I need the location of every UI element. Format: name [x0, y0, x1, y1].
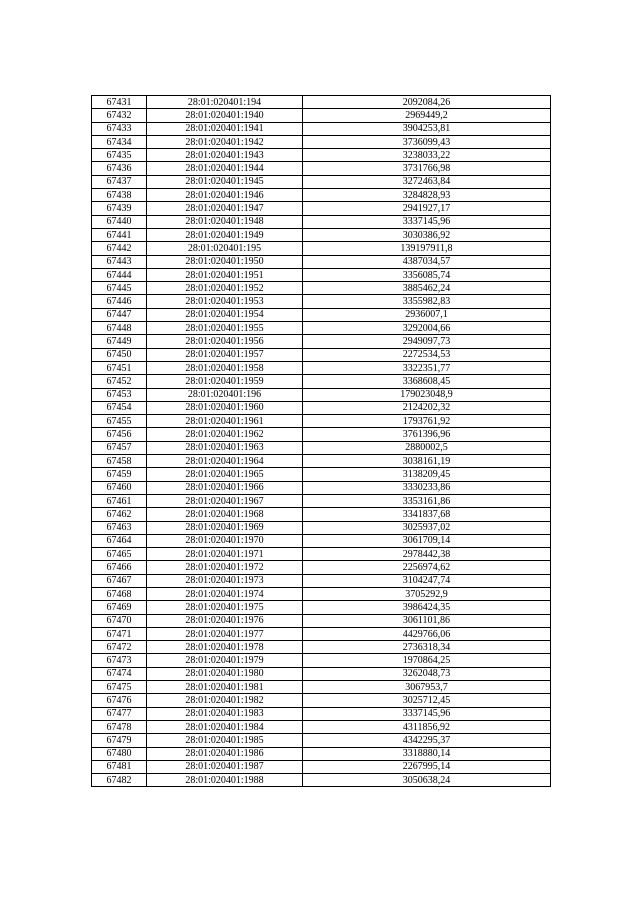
table-row [92, 694, 551, 707]
data-table [91, 95, 551, 787]
value-cell: 3337145,96 [303, 707, 551, 720]
row-number-cell: 67436 [92, 162, 147, 175]
table-row [92, 534, 551, 547]
value-cell: 3030386,92 [303, 228, 551, 241]
table-row [92, 561, 551, 574]
cadastral-number-cell: 28:01:020401:1942 [147, 135, 303, 148]
table-row [92, 308, 551, 321]
row-number-cell: 67461 [92, 494, 147, 507]
row-number-cell: 67435 [92, 149, 147, 162]
cadastral-number-cell: 28:01:020401:194 [147, 96, 303, 109]
table-row [92, 215, 551, 228]
value-cell: 2941927,17 [303, 202, 551, 215]
value-cell: 2092084,26 [303, 96, 551, 109]
row-number-cell: 67432 [92, 109, 147, 122]
cadastral-number-cell: 28:01:020401:1945 [147, 175, 303, 188]
cadastral-number-cell: 28:01:020401:1949 [147, 228, 303, 241]
row-number-cell: 67464 [92, 534, 147, 547]
row-number-cell: 67470 [92, 614, 147, 627]
row-number-cell: 67455 [92, 415, 147, 428]
cadastral-number-cell: 28:01:020401:1951 [147, 268, 303, 281]
row-number-cell: 67451 [92, 361, 147, 374]
cadastral-number-cell: 28:01:020401:1960 [147, 401, 303, 414]
table-row [92, 96, 551, 109]
row-number-cell: 67474 [92, 667, 147, 680]
value-cell: 3353161,86 [303, 494, 551, 507]
value-cell: 3705292,9 [303, 587, 551, 600]
table-row [92, 322, 551, 335]
row-number-cell: 67445 [92, 282, 147, 295]
table-row [92, 282, 551, 295]
row-number-cell: 67443 [92, 255, 147, 268]
value-cell: 3337145,96 [303, 215, 551, 228]
value-cell: 3318880,14 [303, 747, 551, 760]
table-row [92, 641, 551, 654]
cadastral-number-cell: 28:01:020401:1968 [147, 508, 303, 521]
table-body [92, 96, 551, 787]
value-cell: 2880002,5 [303, 441, 551, 454]
table-row [92, 508, 551, 521]
cadastral-number-cell: 28:01:020401:1959 [147, 375, 303, 388]
value-cell: 3284828,93 [303, 189, 551, 202]
cadastral-number-cell: 28:01:020401:1977 [147, 627, 303, 640]
cadastral-number-cell: 28:01:020401:1953 [147, 295, 303, 308]
cadastral-number-cell: 28:01:020401:1974 [147, 587, 303, 600]
cadastral-number-cell: 28:01:020401:1979 [147, 654, 303, 667]
value-cell: 4342295,37 [303, 734, 551, 747]
table-row [92, 175, 551, 188]
row-number-cell: 67466 [92, 561, 147, 574]
value-cell: 3330233,86 [303, 481, 551, 494]
cadastral-number-cell: 28:01:020401:1943 [147, 149, 303, 162]
table-row [92, 455, 551, 468]
value-cell: 3067953,7 [303, 681, 551, 694]
row-number-cell: 67442 [92, 242, 147, 255]
row-number-cell: 67481 [92, 760, 147, 773]
cadastral-number-cell: 28:01:020401:1975 [147, 601, 303, 614]
value-cell: 4311856,92 [303, 720, 551, 733]
value-cell: 3885462,24 [303, 282, 551, 295]
table-row [92, 268, 551, 281]
value-cell: 2969449,2 [303, 109, 551, 122]
cadastral-number-cell: 28:01:020401:1961 [147, 415, 303, 428]
row-number-cell: 67463 [92, 521, 147, 534]
row-number-cell: 67452 [92, 375, 147, 388]
value-cell: 3986424,35 [303, 601, 551, 614]
table-row [92, 401, 551, 414]
cadastral-number-cell: 28:01:020401:1950 [147, 255, 303, 268]
table-row [92, 415, 551, 428]
table-row [92, 667, 551, 680]
table-row [92, 149, 551, 162]
row-number-cell: 67438 [92, 189, 147, 202]
value-cell: 4429766,06 [303, 627, 551, 640]
cadastral-number-cell: 28:01:020401:1981 [147, 681, 303, 694]
cadastral-number-cell: 28:01:020401:1946 [147, 189, 303, 202]
table-row [92, 494, 551, 507]
row-number-cell: 67460 [92, 481, 147, 494]
cadastral-number-cell: 28:01:020401:1988 [147, 774, 303, 787]
cadastral-number-cell: 28:01:020401:1986 [147, 747, 303, 760]
table-row [92, 361, 551, 374]
row-number-cell: 67449 [92, 335, 147, 348]
table-row [92, 162, 551, 175]
value-cell: 3025712,45 [303, 694, 551, 707]
row-number-cell: 67439 [92, 202, 147, 215]
value-cell: 2736318,34 [303, 641, 551, 654]
table-row [92, 242, 551, 255]
value-cell: 2272534,53 [303, 348, 551, 361]
cadastral-number-cell: 28:01:020401:1955 [147, 322, 303, 335]
value-cell: 3356085,74 [303, 268, 551, 281]
table-row [92, 228, 551, 241]
table-row [92, 335, 551, 348]
value-cell: 3904253,81 [303, 122, 551, 135]
row-number-cell: 67473 [92, 654, 147, 667]
value-cell: 3104247,74 [303, 574, 551, 587]
row-number-cell: 67441 [92, 228, 147, 241]
table-row [92, 548, 551, 561]
cadastral-number-cell: 28:01:020401:1962 [147, 428, 303, 441]
table-row [92, 122, 551, 135]
row-number-cell: 67467 [92, 574, 147, 587]
cadastral-number-cell: 28:01:020401:1984 [147, 720, 303, 733]
cadastral-number-cell: 28:01:020401:1941 [147, 122, 303, 135]
cadastral-number-cell: 28:01:020401:1987 [147, 760, 303, 773]
row-number-cell: 67471 [92, 627, 147, 640]
table-row [92, 574, 551, 587]
row-number-cell: 67478 [92, 720, 147, 733]
value-cell: 2978442,38 [303, 548, 551, 561]
table-row [92, 255, 551, 268]
table-row [92, 481, 551, 494]
value-cell: 3025937,02 [303, 521, 551, 534]
table-row [92, 707, 551, 720]
cadastral-number-cell: 28:01:020401:1973 [147, 574, 303, 587]
value-cell: 3731766,98 [303, 162, 551, 175]
table-row [92, 627, 551, 640]
row-number-cell: 67482 [92, 774, 147, 787]
cadastral-number-cell: 28:01:020401:1969 [147, 521, 303, 534]
cadastral-number-cell: 28:01:020401:1944 [147, 162, 303, 175]
row-number-cell: 67456 [92, 428, 147, 441]
row-number-cell: 67457 [92, 441, 147, 454]
table-row [92, 720, 551, 733]
cadastral-number-cell: 28:01:020401:1964 [147, 455, 303, 468]
row-number-cell: 67448 [92, 322, 147, 335]
row-number-cell: 67447 [92, 308, 147, 321]
cadastral-number-cell: 28:01:020401:1948 [147, 215, 303, 228]
value-cell: 3061709,14 [303, 534, 551, 547]
row-number-cell: 67459 [92, 468, 147, 481]
cadastral-number-cell: 28:01:020401:1980 [147, 667, 303, 680]
cadastral-number-cell: 28:01:020401:1966 [147, 481, 303, 494]
table-row [92, 135, 551, 148]
cadastral-number-cell: 28:01:020401:1976 [147, 614, 303, 627]
row-number-cell: 67446 [92, 295, 147, 308]
row-number-cell: 67480 [92, 747, 147, 760]
row-number-cell: 67475 [92, 681, 147, 694]
cadastral-number-cell: 28:01:020401:1978 [147, 641, 303, 654]
row-number-cell: 67434 [92, 135, 147, 148]
table-row [92, 774, 551, 787]
cadastral-number-cell: 28:01:020401:1947 [147, 202, 303, 215]
table-row [92, 428, 551, 441]
value-cell: 3341837,68 [303, 508, 551, 521]
table-row [92, 295, 551, 308]
table-row [92, 681, 551, 694]
cadastral-number-cell: 28:01:020401:1958 [147, 361, 303, 374]
cadastral-number-cell: 28:01:020401:1985 [147, 734, 303, 747]
row-number-cell: 67454 [92, 401, 147, 414]
table-row [92, 441, 551, 454]
cadastral-number-cell: 28:01:020401:1972 [147, 561, 303, 574]
cadastral-number-cell: 28:01:020401:1982 [147, 694, 303, 707]
row-number-cell: 67472 [92, 641, 147, 654]
row-number-cell: 67437 [92, 175, 147, 188]
cadastral-number-cell: 28:01:020401:1963 [147, 441, 303, 454]
table-row [92, 109, 551, 122]
cadastral-number-cell: 28:01:020401:1957 [147, 348, 303, 361]
row-number-cell: 67440 [92, 215, 147, 228]
value-cell: 2124202,32 [303, 401, 551, 414]
value-cell: 4387034,57 [303, 255, 551, 268]
value-cell: 3368608,45 [303, 375, 551, 388]
table-row [92, 468, 551, 481]
table-row [92, 747, 551, 760]
table-row [92, 734, 551, 747]
value-cell: 3050638,24 [303, 774, 551, 787]
cadastral-number-cell: 28:01:020401:1983 [147, 707, 303, 720]
table-row [92, 614, 551, 627]
row-number-cell: 67469 [92, 601, 147, 614]
value-cell: 2256974,62 [303, 561, 551, 574]
value-cell: 3355982,83 [303, 295, 551, 308]
value-cell: 3238033,22 [303, 149, 551, 162]
value-cell: 3322351,77 [303, 361, 551, 374]
cadastral-number-cell: 28:01:020401:1940 [147, 109, 303, 122]
value-cell: 3061101,86 [303, 614, 551, 627]
value-cell: 2267995,14 [303, 760, 551, 773]
cadastral-number-cell: 28:01:020401:1954 [147, 308, 303, 321]
row-number-cell: 67477 [92, 707, 147, 720]
row-number-cell: 67453 [92, 388, 147, 401]
value-cell: 2949097,73 [303, 335, 551, 348]
value-cell: 1793761,92 [303, 415, 551, 428]
row-number-cell: 67450 [92, 348, 147, 361]
row-number-cell: 67444 [92, 268, 147, 281]
value-cell: 3292004,66 [303, 322, 551, 335]
cadastral-number-cell: 28:01:020401:1952 [147, 282, 303, 295]
value-cell: 2936007,1 [303, 308, 551, 321]
cadastral-number-cell: 28:01:020401:1967 [147, 494, 303, 507]
table-row [92, 388, 551, 401]
row-number-cell: 67431 [92, 96, 147, 109]
row-number-cell: 67476 [92, 694, 147, 707]
cadastral-number-cell: 28:01:020401:1956 [147, 335, 303, 348]
cadastral-number-cell: 28:01:020401:195 [147, 242, 303, 255]
value-cell: 3736099,43 [303, 135, 551, 148]
value-cell: 3262048,73 [303, 667, 551, 680]
value-cell: 179023048,9 [303, 388, 551, 401]
table-row [92, 375, 551, 388]
row-number-cell: 67462 [92, 508, 147, 521]
table-row [92, 760, 551, 773]
value-cell: 139197911,8 [303, 242, 551, 255]
cadastral-number-cell: 28:01:020401:1971 [147, 548, 303, 561]
row-number-cell: 67468 [92, 587, 147, 600]
table-row [92, 189, 551, 202]
row-number-cell: 67479 [92, 734, 147, 747]
table-row [92, 202, 551, 215]
table-row [92, 601, 551, 614]
value-cell: 3761396,96 [303, 428, 551, 441]
row-number-cell: 67433 [92, 122, 147, 135]
cadastral-number-cell: 28:01:020401:1970 [147, 534, 303, 547]
cadastral-number-cell: 28:01:020401:1965 [147, 468, 303, 481]
table-row [92, 348, 551, 361]
row-number-cell: 67458 [92, 455, 147, 468]
table-row [92, 587, 551, 600]
table-row [92, 654, 551, 667]
value-cell: 1970864,25 [303, 654, 551, 667]
value-cell: 3272463,84 [303, 175, 551, 188]
value-cell: 3138209,45 [303, 468, 551, 481]
cadastral-number-cell: 28:01:020401:196 [147, 388, 303, 401]
table-row [92, 521, 551, 534]
value-cell: 3038161,19 [303, 455, 551, 468]
row-number-cell: 67465 [92, 548, 147, 561]
